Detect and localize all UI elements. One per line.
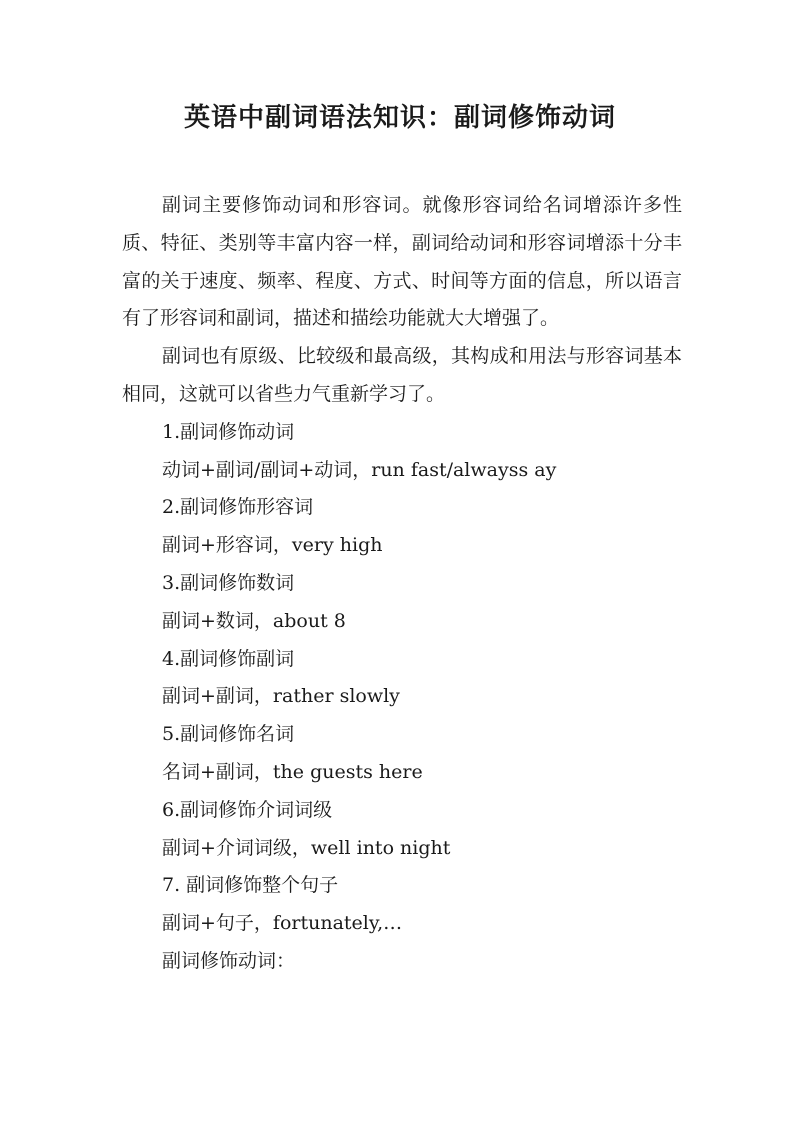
item-example: 副词+数词，about 8 bbox=[162, 609, 346, 632]
paragraph-degrees: 副词也有原级、比较级和最高级，其构成和用法与形容词基本相同，这就可以省些力气重新学习了。 bbox=[122, 345, 682, 405]
item-heading: 4.副词修饰副词 bbox=[162, 647, 295, 670]
item-heading: 5.副词修饰名词 bbox=[162, 723, 295, 746]
item-example: 名词+副词，the guests here bbox=[162, 760, 423, 783]
document-body bbox=[122, 187, 682, 981]
document-title: 英语中副词语法知识：副词修饰动词 bbox=[183, 103, 616, 133]
item-example: 副词+形容词，very high bbox=[162, 534, 383, 557]
item-heading: 7. 副词修饰整个句子 bbox=[162, 874, 339, 897]
item-heading: 1.副词修饰动词 bbox=[162, 420, 295, 443]
item-heading: 3.副词修饰数词 bbox=[162, 571, 295, 594]
item-example: 副词+副词，rather slowly bbox=[162, 685, 400, 708]
paragraph-intro: 副词主要修饰动词和形容词。就像形容词给名词增添许多性质、特征、类别等丰富内容一样，副词给动词和形容词增添十分丰富的关于速度、频率、程度、方式、时间等方面的信息，所以语言有了形容词和副词，描述和描绘功能就大大增强了。 bbox=[122, 194, 682, 330]
item-heading: 6.副词修饰介词词级 bbox=[162, 798, 333, 821]
closing-line: 副词修饰动词： bbox=[162, 949, 296, 972]
item-example: 副词+句子，fortunately,… bbox=[162, 912, 403, 935]
item-example: 副词+介词词级，well into night bbox=[162, 836, 451, 859]
item-example: 动词+副词/副词+动词，run fast/alwayss ay bbox=[162, 458, 557, 481]
item-heading: 2.副词修饰形容词 bbox=[162, 496, 314, 519]
